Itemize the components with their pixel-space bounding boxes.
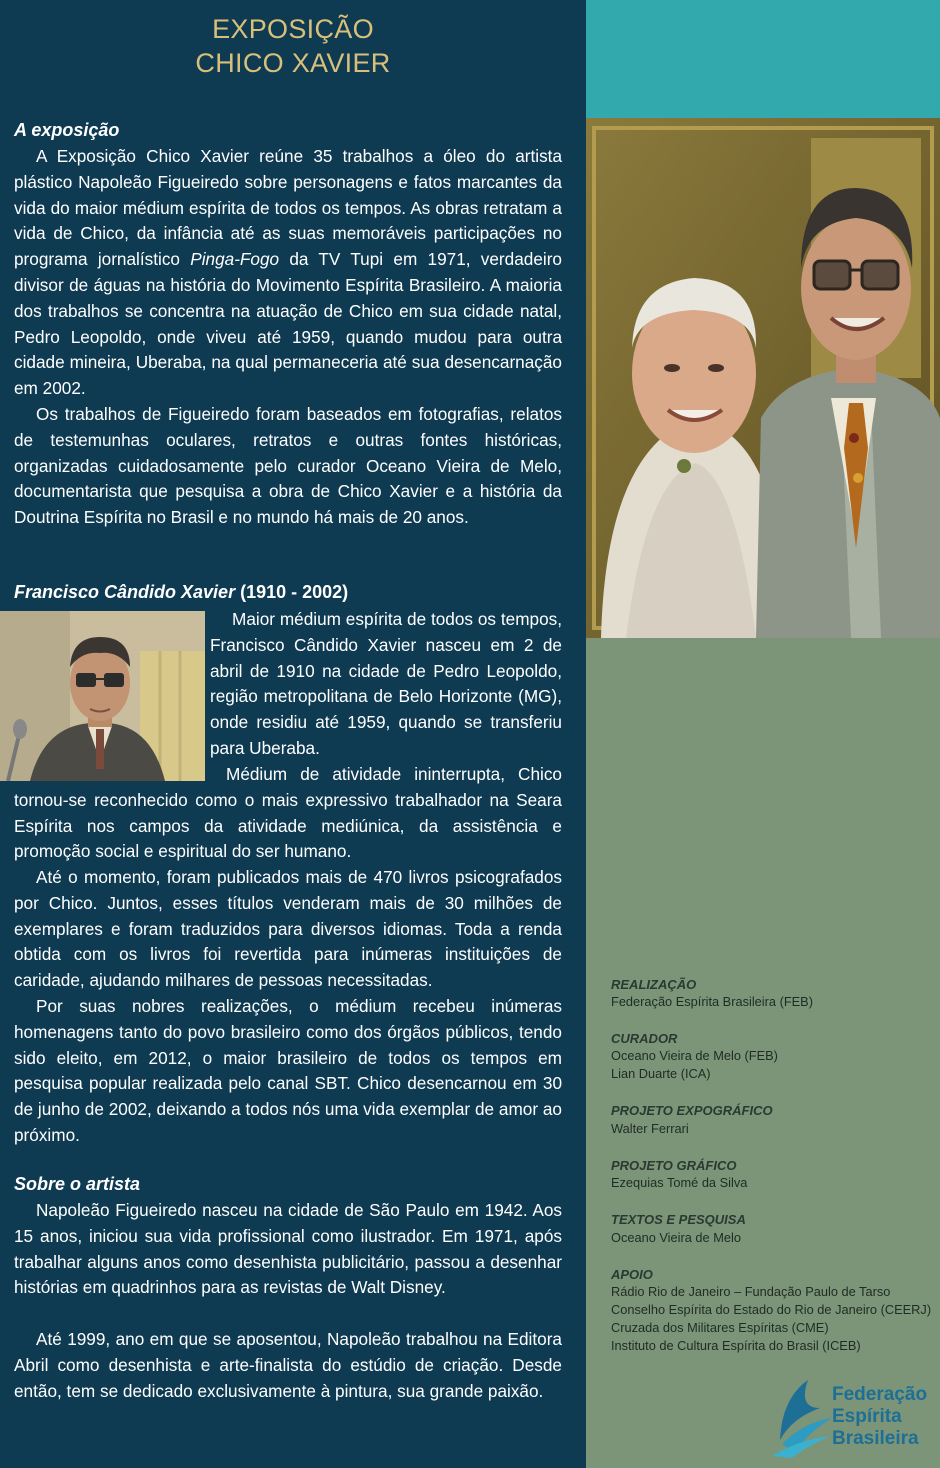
chico-heading-years: (1910 - 2002) <box>240 582 349 602</box>
page-title <box>0 12 586 80</box>
exposicao-p1-before: A Exposição Chico Xavier reúne 35 trabalhos a óleo do artista plástico Napoleão Figueiredo sobre personagens e fatos marcantes da vida do maior médium espírita de todos os tempos. As obras retratam a vida de Chico, da infância até as suas memoráveis participações no programa jornalístico <box>14 146 562 270</box>
page-title-line2: CHICO XAVIER <box>195 48 391 78</box>
program-name: Pinga-Fogo <box>190 249 280 270</box>
painting-image <box>586 118 940 638</box>
credit-apoio-line-1: Rádio Rio de Janeiro – Fundação Paulo de Tarso <box>611 1284 891 1299</box>
artista-paragraph-1: Napoleão Figueiredo nasceu na cidade de São Paulo em 1942. Aos 15 anos, iniciou sua vida profissional como ilustrador. Em 1971, após trabalhar alguns anos como desenhista publicitário, passou a desenhar histórias em quadrinhos para as revistas de Walt Disney. <box>14 1200 562 1298</box>
chico-paragraph-4: Por suas nobres realizações, o médium recebeu inúmeras homenagens tanto do povo brasileiro como dos órgãos públicos, tendo sido eleito, em 2012, o maior brasileiro de todos os tempos em pesquisa popular realizada pelo canal SBT. Chico desencarnou em 30 de junho de 2002, deixando a todos nós uma vida exemplar de amor ao próximo. <box>14 996 562 1145</box>
feb-logo-line3: Brasileira <box>832 1428 919 1449</box>
section-heading-artista: Sobre o artista <box>14 1174 141 1194</box>
feb-logo-line1: Federação <box>832 1384 928 1405</box>
chico-paragraph-3: Até o momento, foram publicados mais de 470 livros psicografados por Chico. Juntos, esses títulos venderam mais de 30 milhões de exemplares e foram traduzidos para diversos idiomas. Toda a renda obtida com os livros foi revertida para inúmeras instituições de caridade, ajudando milhares de pessoas necessitadas. <box>14 867 562 991</box>
section-heading-exposicao: A exposição <box>14 120 120 140</box>
credit-grafico-line-1: Ezequias Tomé da Silva <box>611 1175 748 1190</box>
credit-textos-line-1: Oceano Vieira de Melo <box>611 1230 741 1245</box>
section-heading-chico <box>14 580 348 604</box>
feb-logo-line2: Espírita <box>832 1406 902 1427</box>
chico-paragraph-2: Médium de atividade ininterrupta, Chico tornou-se reconhecido como o mais expressivo trabalhador na Seara Espírita nos campos da atividade mediúnica, da assistência e promoção social e espiritual do ser humano. <box>14 764 562 862</box>
artista-paragraph-2: Até 1999, ano em que se aposentou, Napoleão trabalhou na Editora Abril como desenhista e arte-finalista do estúdio de criação. Desde então, tem se dedicado exclusivamente à pintura, sua grande paixão. <box>14 1329 562 1401</box>
credit-label-realizacao: REALIZAÇÃO <box>611 977 697 992</box>
credit-apoio-line-2: Conselho Espírita do Estado do Rio de Janeiro (CEERJ) <box>611 1302 932 1317</box>
credit-realizacao-line-1: Federação Espírita Brasileira (FEB) <box>611 994 813 1009</box>
credit-label-curador: CURADOR <box>611 1031 678 1046</box>
credit-apoio-line-3: Cruzada dos Militares Espíritas (CME) <box>611 1320 829 1335</box>
exposicao-paragraph-2: Os trabalhos de Figueiredo foram baseados em fotografias, relatos de testemunhas oculares, retratos e outras fontes históricas, organizadas cuidadosamente pelo curador Oceano Vieira de Melo, documentarista que pesquisa a obra de Chico Xavier e a história da Doutrina Espírita no Brasil e no mundo há mais de 20 anos. <box>14 404 562 528</box>
exposicao-paragraph-1 <box>14 144 562 402</box>
credit-label-grafico: PROJETO GRÁFICO <box>611 1158 737 1173</box>
exposicao-p1-after: da TV Tupi em 1971, verdadeiro divisor de águas na história do Movimento Espírita Brasileiro. A maioria dos trabalhos se concentra na atuação de Chico em sua cidade natal, Pedro Leopoldo, onde viveu até 1959, quando mudou para outra cidade mineira, Uberaba, na qual permaneceria até sua desencarnação em 2002. <box>14 249 562 399</box>
credit-apoio-line-4: Instituto de Cultura Espírita do Brasil (ICEB) <box>611 1338 861 1353</box>
credits-panel <box>586 0 940 1468</box>
chico-portrait-image <box>0 611 205 781</box>
chico-heading-name: Francisco Cândido Xavier <box>14 582 236 602</box>
credit-curador-line-2: Lian Duarte (ICA) <box>611 1066 711 1081</box>
credit-expografico-line-1: Walter Ferrari <box>611 1121 689 1136</box>
chico-paragraph-1: Maior médium espírita de todos os tempos, Francisco Cândido Xavier nasceu em 2 de abril de 1910 na cidade de Pedro Leopoldo, região metropolitana de Belo Horizonte (MG), onde residiu até 1959, quando se transferiu para Uberaba. <box>210 609 562 758</box>
credit-label-textos: TEXTOS E PESQUISA <box>611 1212 746 1227</box>
credit-curador-line-1: Oceano Vieira de Melo (FEB) <box>611 1048 778 1063</box>
teal-band <box>586 0 940 118</box>
credit-label-expografico: PROJETO EXPOGRÁFICO <box>611 1103 773 1118</box>
page-title-line1: EXPOSIÇÃO <box>212 14 374 44</box>
credit-label-apoio: APOIO <box>611 1267 653 1282</box>
feb-logo-text <box>832 1384 927 1450</box>
